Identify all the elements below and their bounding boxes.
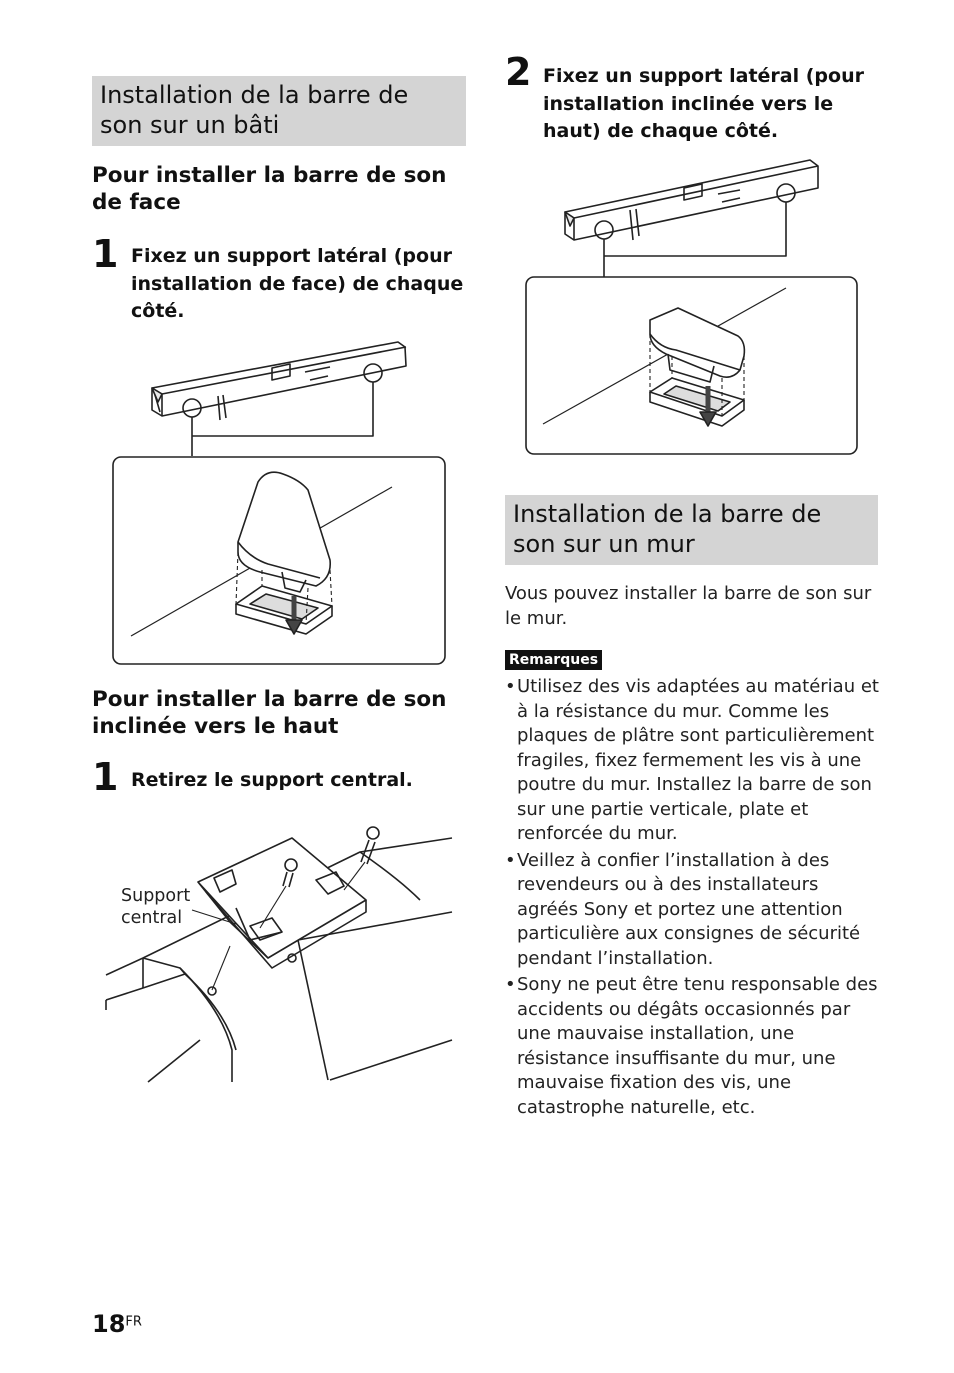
label-support-line-2: central xyxy=(121,908,183,928)
subheading-tilted-install: Pour installer la barre de son inclinée vers le haut xyxy=(92,687,447,739)
page-language-code: FR xyxy=(125,1314,142,1330)
subheading-front-install: Pour installer la barre de son de face xyxy=(92,163,447,215)
remarks-list xyxy=(505,675,879,1122)
label-support-line-1: Support xyxy=(121,886,191,906)
page-number: 18 xyxy=(92,1310,126,1338)
step-2-instruction: Fixez un support latéral (pour installation inclinée vers le haut) de chaque côté. xyxy=(543,65,864,142)
remark-item: • Sony ne peut être tenu responsable des accidents ou dégâts occasionnés par une mauvaise installation, une résistance insuffisante du mur, une mauvaise fixation des vis, une catastrophe naturelle, etc. xyxy=(505,973,879,1120)
page-footer xyxy=(92,1310,142,1338)
step-number-1: 1 xyxy=(92,232,119,276)
section-title-rack: Installation de la barre de son sur un bâti xyxy=(92,76,466,146)
step-1-instruction: Fixez un support latéral (pour installation de face) de chaque côté. xyxy=(131,245,464,322)
step-1b-instruction: Retirez le support central. xyxy=(131,769,413,791)
section-title-wall: Installation de la barre de son sur un mur xyxy=(505,495,878,565)
remark-item: • Veillez à confier l’installation à des revendeurs ou à des installateurs agréés Sony et portez une attention particulière aux consignes de sécurité pendant l’installation. xyxy=(505,849,879,972)
step-number-2: 2 xyxy=(505,50,532,94)
step-number-1b: 1 xyxy=(92,755,119,799)
wall-intro-text: Vous pouvez installer la barre de son sur le mur. xyxy=(505,583,872,629)
remarks-badge: Remarques xyxy=(505,650,602,670)
remark-item: • Utilisez des vis adaptées au matériau et à la résistance du mur. Comme les plaques de plâtre sont particulièrement fragiles, fixez fermement les vis à une poutre du mur. Installez la barre de son sur une partie verticale, plate et renforcée du mur. xyxy=(505,675,879,847)
